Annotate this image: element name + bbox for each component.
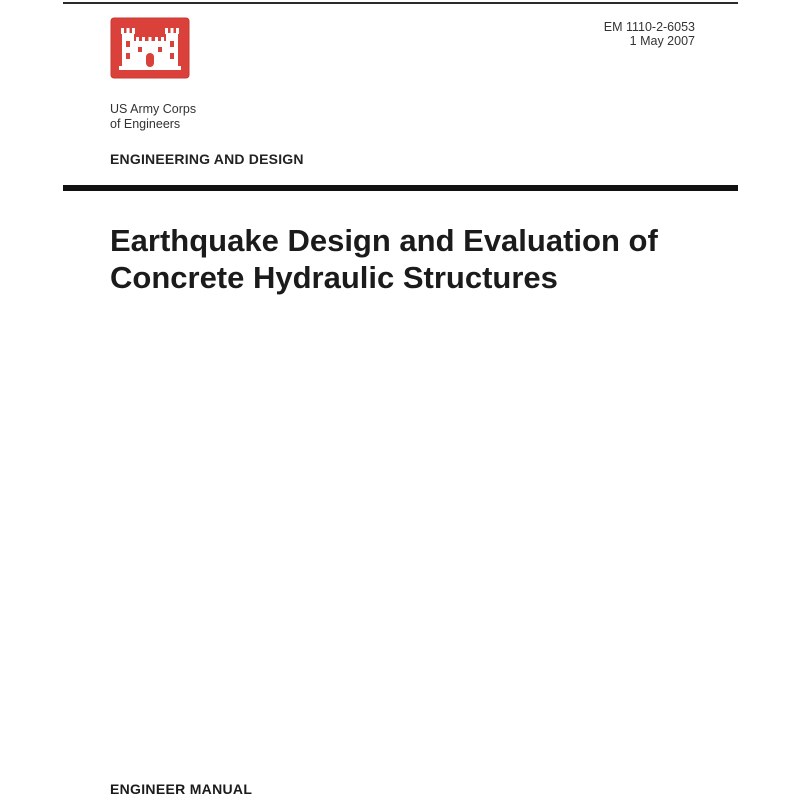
document-title	[110, 222, 750, 296]
document-meta	[604, 20, 695, 48]
manual-type-label: ENGINEER MANUAL	[110, 781, 253, 797]
usace-castle-icon	[110, 17, 190, 79]
series-heading: ENGINEERING AND DESIGN	[110, 151, 304, 167]
agency-line-2: of Engineers	[110, 117, 181, 131]
document-date: 1 May 2007	[629, 34, 695, 48]
agency-name	[110, 102, 196, 132]
title-line-1: Earthquake Design and Evaluation of	[110, 223, 658, 258]
title-divider	[63, 185, 738, 191]
top-divider	[63, 2, 738, 4]
agency-line-1: US Army Corps	[110, 102, 197, 116]
document-number: EM 1110-2-6053	[603, 20, 695, 34]
title-line-2: Concrete Hydraulic Structures	[110, 260, 558, 295]
